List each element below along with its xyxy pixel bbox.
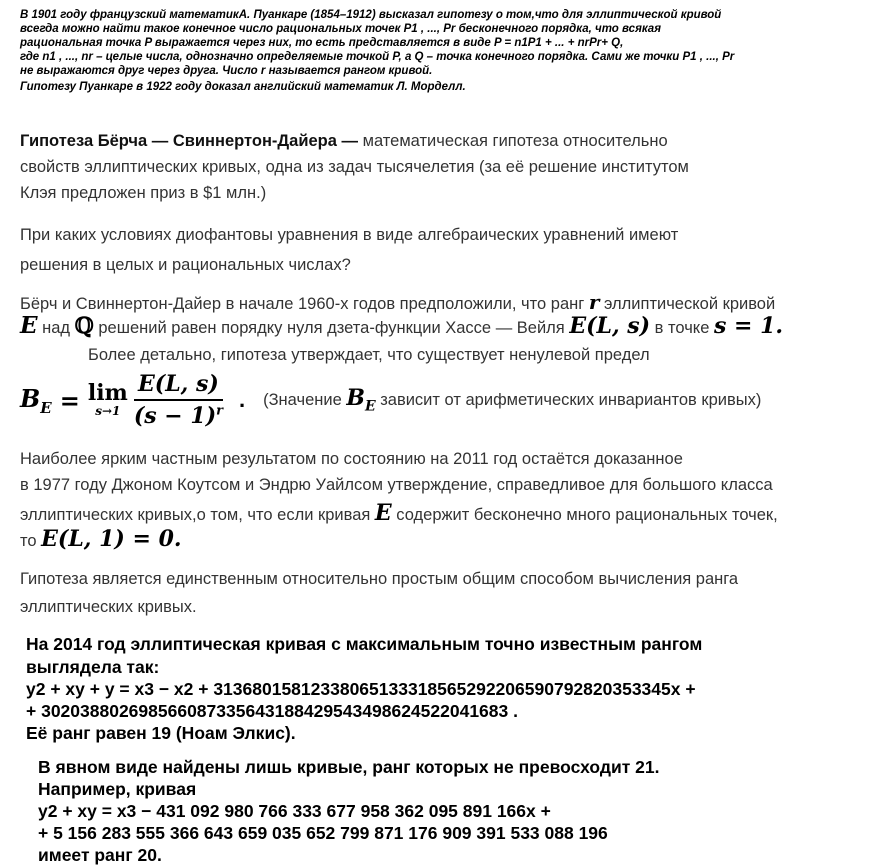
record-rank: Её ранг равен 19 (Ноам Элкис). <box>26 723 296 743</box>
hasse-weil-function: E(L, s) <box>569 313 651 339</box>
record-line-2: выглядела так: <box>26 657 160 677</box>
point-s-equals-1: s = 1. <box>713 313 784 339</box>
question-line-2: решения в целых и рациональных числах? <box>20 256 351 274</box>
formula-note: (Значение $B_E$ зависит от арифметических инвариантов кривых) <box>263 385 762 415</box>
method-line-2: эллиптических кривых. <box>20 598 197 616</box>
note-B-symbol: $B_E$ <box>346 385 376 415</box>
result-line-3: эллиптических кривых,о том, что если кривая E содержит бесконечно много рациональных точек, <box>20 500 778 526</box>
explicit-rank: имеет ранг 20. <box>38 845 162 865</box>
fraction-numerator: E(L, s) <box>134 371 223 401</box>
method-line-1: Гипотеза является единственным относительно простым общим способом вычисления ранга <box>20 570 739 588</box>
detail-line: Более детально, гипотеза утверждает, что существует ненулевой предел <box>88 346 650 364</box>
limit-subscript: s→1 <box>95 404 121 418</box>
formula-equals: = <box>59 385 80 415</box>
limit-operator: lim <box>87 380 128 406</box>
zero-value-formula: E(L, 1) = 0. <box>41 526 182 552</box>
explicit-line-1: В явном виде найдены лишь кривые, ранг которых не превосходит 21. <box>38 757 660 777</box>
explicit-line-2: Например, кривая <box>38 779 197 799</box>
conjecture-text-e: в точке <box>650 319 714 337</box>
conjecture-text-b: эллиптической кривой <box>599 295 776 313</box>
fraction-denominator: $(s - 1)^r$ <box>133 403 223 429</box>
conjecture-line-2 <box>20 312 783 339</box>
rationals-symbol: ℚ <box>74 313 94 339</box>
curve-symbol: E <box>20 312 38 339</box>
intro-line-5: не выражаются друг через друга. Число r называется рангом кривой. <box>20 65 433 77</box>
result-line-1: Наиболее ярким частным результатом по состоянию на 2011 год остаётся доказанное <box>20 450 683 468</box>
intro-line-1: В 1901 году французский математикА. Пуанкаре (1854–1912) высказал гипотезу о том,что для эллиптической кривой <box>20 9 722 21</box>
bsd-title: Гипотеза Бёрча — Свиннертон-Дайера — <box>20 132 359 150</box>
record-line-1: На 2014 год эллиптическая кривая с максимальным точно известным рангом <box>26 634 703 654</box>
intro-line-2: всегда можно найти такое конечное число рациональных точек P1 , ..., Pr бесконечного порядка, что всякая <box>20 23 661 35</box>
bsd-intro-line-1 <box>20 132 668 151</box>
explicit-equation-1: y2 + xy = x3 − 431 092 980 766 333 677 958 362 095 891 166x + <box>38 801 551 821</box>
result-line-4: то E(L, 1) = 0. <box>20 526 182 552</box>
record-equation-2: + 302038802698566087335643188429543498624522041683 . <box>26 701 518 721</box>
intro-line-3: рациональная точка P выражается через них, то есть представляется в виде P = n1P1 + ... + nrPr+ Q, <box>20 37 624 49</box>
intro-line-6: Гипотезу Пуанкаре в 1922 году доказал английский математик Л. Морделл. <box>20 81 466 93</box>
conjecture-text-c: над <box>37 319 75 337</box>
conjecture-line-1 <box>20 290 775 314</box>
rank-symbol: r <box>588 290 600 314</box>
intro-line-4: где n1 , ..., nr – целые числа, однозначно определяемые точкой P, а Q – точка конечного порядка. Сами же точки P1 , ..., Pr <box>20 51 735 63</box>
record-equation-1: y2 + xy + y = x3 − x2 + 31368015812338065133318565292206590792820353345x + <box>26 679 696 699</box>
formula-period: . <box>238 387 246 412</box>
explicit-equation-2: + 5 156 283 555 366 643 659 035 652 799 871 176 909 391 533 088 196 <box>38 823 608 843</box>
bsd-intro-line-3: Клэя предложен приз в $1 млн.) <box>20 184 267 202</box>
result-line-2: в 1977 году Джоном Коутсом и Эндрю Уайлсом утверждение, справедливое для большого класса <box>20 476 773 494</box>
bsd-intro-line-2: свойств эллиптических кривых, одна из задач тысячелетия (за её решение институтом <box>20 158 689 176</box>
formula-fraction <box>134 371 223 429</box>
bsd-intro-text: математическая гипотеза относительно <box>358 132 668 150</box>
limit-formula <box>20 364 761 436</box>
conjecture-text-a: Бёрч и Свиннертон-Дайер в начале 1960-х годов предположили, что ранг <box>20 295 589 313</box>
formula-limit <box>88 382 128 418</box>
curve-symbol-2: E <box>374 500 392 526</box>
conjecture-text-d: решений равен порядку нуля дзета-функции Хассе — Вейля <box>93 319 570 337</box>
question-line-1: При каких условиях диофантовы уравнения в виде алгебраических уравнений имеют <box>20 226 679 244</box>
formula-lhs: $B_E$ <box>20 383 52 417</box>
